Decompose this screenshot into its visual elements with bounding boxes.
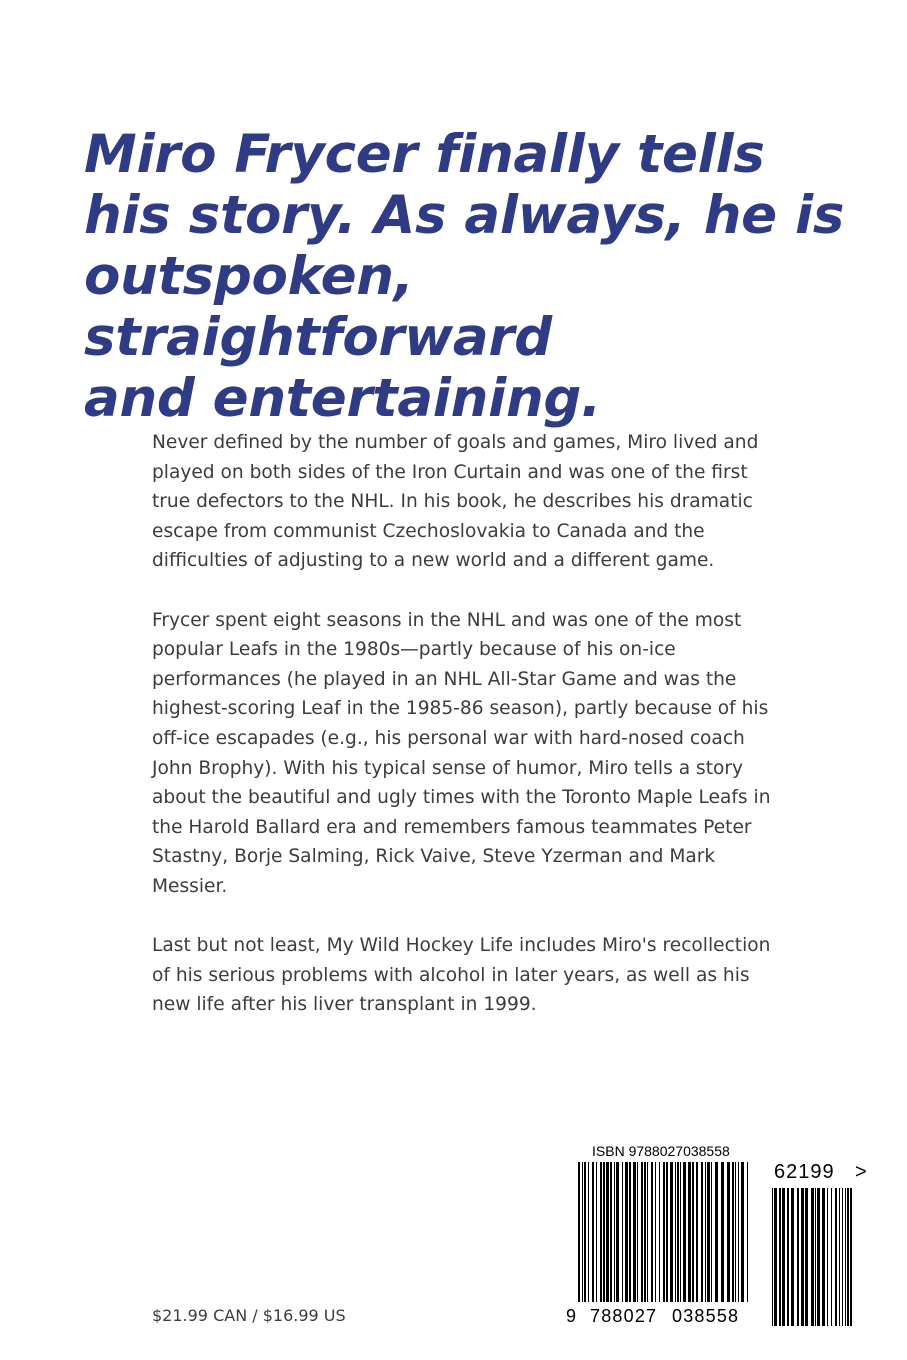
barcode-bar [582, 1162, 583, 1302]
addon-digits: 62199 [774, 1161, 835, 1183]
barcode-bar [647, 1162, 648, 1302]
barcode-bar [633, 1162, 636, 1302]
headline-quote [84, 124, 864, 429]
barcode-bar [727, 1162, 730, 1302]
barcode-bar [670, 1162, 673, 1302]
barcode-bar [805, 1188, 808, 1326]
description-paragraph-3: Last but not least, My Wild Hockey Life includes Miro's recollection of his serious problems with alcohol in later years, as well as his new life after his liver transplant in 1999. [152, 935, 771, 1016]
barcode-bar [584, 1162, 586, 1302]
headline-line: and entertaining. [84, 368, 601, 429]
barcode-bar [655, 1162, 656, 1302]
barcode-bar [666, 1162, 668, 1302]
price-label: $21.99 CAN / $16.99 US [152, 1306, 346, 1325]
description-paragraph-2: Frycer spent eight seasons in the NHL and was one of the most popular Leafs in the 1980s—partly because of his on-ice performances (he played in an NHL All-Star Game and was the highest-scoring Leaf in the 1985-86 season), partly because of his off-ice escapades (e.g., his personal war with hard-nosed coach John Brophy). With his typical sense of humor, Miro tells a story about the beautiful and ugly times with the Toronto Maple Leafs in the Harold Ballard era and remembers famous teammates Peter Stastny, Borje Salming, Rick Vaive, Steve Yzerman and Mark Messier. [152, 609, 771, 897]
barcode-bar [850, 1188, 852, 1326]
barcode-bar [827, 1188, 828, 1326]
addon-arrow: > [855, 1161, 867, 1183]
barcode-bar [711, 1162, 712, 1302]
barcode-bar [592, 1162, 594, 1302]
barcode-bar [683, 1162, 686, 1302]
barcode-bar [801, 1188, 804, 1326]
barcode-bar [614, 1162, 615, 1302]
barcode-bar [688, 1162, 691, 1302]
barcode-bar [707, 1162, 710, 1302]
barcode-bar [797, 1188, 799, 1326]
barcode-bar [641, 1162, 643, 1302]
barcode-bar [732, 1162, 734, 1302]
barcode-bar [610, 1162, 612, 1302]
barcode-bar [675, 1162, 676, 1302]
headline-line: Miro Frycer finally tells [84, 124, 765, 185]
barcode-bar [715, 1162, 718, 1302]
ean-left-digits: 788027 [590, 1306, 658, 1326]
barcode-bar [616, 1162, 619, 1302]
barcode-bar [680, 1162, 681, 1302]
barcode-bar [782, 1188, 785, 1326]
ean-right-digits: 038558 [672, 1306, 740, 1326]
barcode-bar [692, 1162, 694, 1302]
barcode-bar [847, 1188, 849, 1326]
barcode-bar [603, 1162, 605, 1302]
barcode-bar [588, 1162, 589, 1302]
barcode-bar [600, 1162, 602, 1302]
ean13-barcode [576, 1162, 752, 1317]
headline-line: his story. As always, he is [84, 185, 845, 246]
barcode-bar [696, 1162, 698, 1302]
barcode-bar [701, 1162, 703, 1302]
barcode-bar [651, 1162, 653, 1302]
barcode-bar [741, 1162, 744, 1302]
barcode-bar [779, 1188, 781, 1326]
barcode-bar [677, 1162, 679, 1302]
barcode-bar [606, 1162, 609, 1302]
barcode-bar [578, 1162, 580, 1302]
barcode-bar [596, 1162, 597, 1302]
barcode-bar [659, 1162, 660, 1302]
barcode-bar [787, 1188, 789, 1326]
barcode-bar [644, 1162, 646, 1302]
headline-line: outspoken, straightforward [84, 246, 552, 368]
barcode-bar [774, 1188, 777, 1326]
barcode-bar [705, 1162, 706, 1302]
barcode-bar [811, 1188, 814, 1326]
barcode-bar [637, 1162, 638, 1302]
barcode-bar [625, 1162, 628, 1302]
barcode-bar [721, 1162, 724, 1302]
book-description [152, 428, 772, 1049]
barcode-bar [663, 1162, 665, 1302]
barcode-bar [629, 1162, 631, 1302]
addon-barcode [770, 1188, 854, 1326]
barcode-bar [822, 1188, 825, 1326]
barcode-bar [622, 1162, 623, 1302]
barcode-bar [842, 1188, 843, 1326]
barcode-bar [845, 1188, 846, 1326]
barcode-bar [839, 1188, 840, 1326]
description-paragraph-1: Never defined by the number of goals and games, Miro lived and played on both sides of the Iron Curtain and was one of the first true defectors to the NHL. In his book, he describes his dramatic escape from communist Czechoslovakia to Canada and the difficulties of adjusting to a new world and a different game. [152, 432, 759, 572]
barcode-bar [817, 1188, 820, 1326]
barcode-bar [747, 1162, 748, 1302]
barcode-bar [791, 1188, 794, 1326]
isbn-label: ISBN 9788027038558 [592, 1143, 730, 1159]
barcode-bar [815, 1188, 816, 1326]
barcode-bar [738, 1162, 739, 1302]
barcode-bar [772, 1188, 773, 1326]
barcode-bar [835, 1188, 837, 1326]
barcode-bar [831, 1188, 832, 1326]
barcode-bar [735, 1162, 736, 1302]
ean-prefix-digit: 9 [566, 1306, 577, 1326]
